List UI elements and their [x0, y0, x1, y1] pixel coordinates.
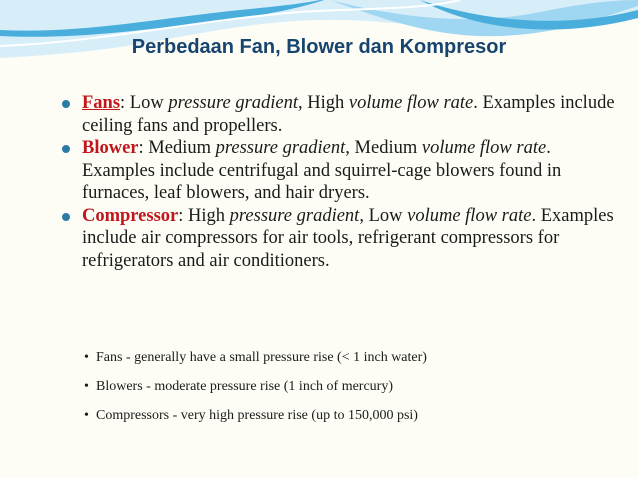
bullet-text: : Medium	[138, 138, 216, 158]
note-item-fans	[84, 348, 604, 377]
slide-title: Perbedaan Fan, Blower dan Kompresor	[131, 36, 507, 58]
note-bullet: •	[84, 408, 89, 423]
bullet-fans	[62, 92, 622, 137]
bullet-text: , Medium	[345, 138, 422, 158]
main-bullet-list	[62, 92, 622, 272]
bullet-italic: volume flow rate	[421, 138, 547, 158]
note-bullet: •	[84, 379, 89, 394]
bullet-italic: volume flow rate	[348, 93, 474, 113]
note-bullet: •	[84, 350, 89, 365]
bullet-blower	[62, 137, 622, 205]
bullet-italic: pressure gradient	[215, 138, 346, 158]
bullet-dot-icon	[62, 100, 70, 108]
note-text: Fans - generally have a small pressure rise (< 1 inch water)	[96, 350, 427, 365]
bullet-text: : High	[178, 205, 230, 226]
bullet-text: . Examples include centrifugal and squirrel-cage blowers found in furnaces, leaf blowers, and hair dryers.	[82, 138, 562, 203]
note-item-blowers	[84, 377, 604, 406]
bullet-text: , Low	[359, 205, 408, 226]
note-item-compressors	[84, 406, 604, 435]
bullet-text: , High	[298, 93, 349, 113]
bullet-compressor	[62, 205, 622, 273]
term-fans: Fans	[82, 93, 121, 113]
term-blower: Blower	[82, 138, 139, 158]
bullet-dot-icon	[62, 145, 70, 153]
bullet-italic: pressure gradient	[168, 93, 299, 113]
term-compressor: Compressor	[82, 205, 179, 226]
bullet-text: . Examples include air compressors for air tools, refrigerant compressors for refrigerators and air conditioners.	[82, 205, 614, 271]
bullet-italic: volume flow rate	[407, 205, 532, 226]
bullet-dot-icon	[62, 213, 70, 221]
pressure-notes-list	[84, 348, 604, 435]
note-text: Compressors - very high pressure rise (up to 150,000 psi)	[96, 408, 418, 423]
bullet-text: . Examples include ceiling fans and propellers.	[82, 93, 615, 136]
bullet-text: : Low	[120, 93, 169, 113]
note-text: Blowers - moderate pressure rise (1 inch of mercury)	[96, 379, 394, 394]
bullet-italic: pressure gradient	[229, 205, 360, 226]
